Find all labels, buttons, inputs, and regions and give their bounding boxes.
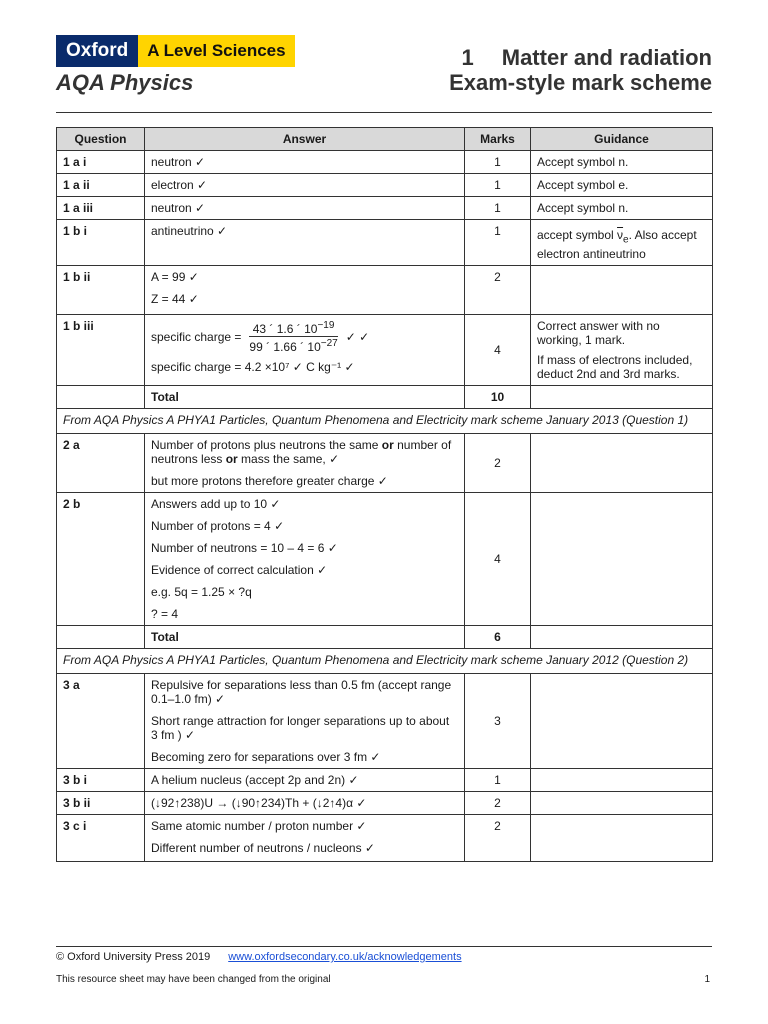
guidance-cell: Accept symbol n. <box>531 197 713 220</box>
answer-cell: electron ✓ <box>145 174 465 197</box>
marks-cell: 2 <box>465 815 531 862</box>
marks-cell: 4 <box>465 493 531 626</box>
specific-charge-fraction: $\frac{43 ´ 1.6 ´ 10^{-19}}{99 ´ 1.66 ´ 10^{-27}}$ <box>249 320 338 355</box>
table-row <box>57 769 713 792</box>
footer-copyright: © Oxford University Press 2019 www.oxfordsecondary.co.uk/acknowledgements <box>56 951 462 963</box>
guidance-cell: Accept symbol e. <box>531 174 713 197</box>
marks-cell: 1 <box>465 174 531 197</box>
table-row <box>57 266 713 315</box>
chapter-title: Matter and radiation <box>501 45 712 70</box>
answer-cell: A = 99 ✓ Z = 44 ✓ <box>145 266 465 315</box>
col-header-answer: Answer <box>145 128 465 151</box>
marks-cell: 2 <box>465 266 531 315</box>
marks-cell: 1 <box>465 769 531 792</box>
marks-cell: 1 <box>465 220 531 266</box>
guidance-cell: Correct answer with no working, 1 mark. If mass of electrons included, deduct 2nd and 3rd marks. <box>531 315 713 386</box>
page-number: 1 <box>704 974 710 985</box>
chapter-number: 1 <box>461 45 474 70</box>
question-cell: 2 a <box>57 434 145 493</box>
marks-cell: 3 <box>465 674 531 769</box>
source-row <box>57 409 713 434</box>
table-row <box>57 434 713 493</box>
guidance-cell <box>531 266 713 315</box>
answer-cell: Number of protons plus neutrons the same or number of neutrons less or mass the same, ✓ but more protons therefore greater charge ✓ <box>145 434 465 493</box>
table-header-row <box>57 128 713 151</box>
source-row <box>57 649 713 674</box>
publisher-logo <box>56 35 295 67</box>
guidance-cell <box>531 493 713 626</box>
col-header-question: Question <box>57 128 145 151</box>
answer-cell: A helium nucleus (accept 2p and 2n) ✓ <box>145 769 465 792</box>
answer-cell: (↓92↑238)U → (↓90↑234)Th + (↓2↑4)α ✓ <box>145 792 465 815</box>
table-row <box>57 815 713 862</box>
marks-cell: 2 <box>465 434 531 493</box>
question-cell: 1 b iii <box>57 315 145 386</box>
marks-cell: 2 <box>465 792 531 815</box>
mark-scheme-table <box>56 127 713 862</box>
guidance-cell <box>531 815 713 862</box>
acknowledgements-link[interactable]: www.oxfordsecondary.co.uk/acknowledgements <box>228 951 462 963</box>
answer-cell: neutron ✓ <box>145 151 465 174</box>
col-header-marks: Marks <box>465 128 531 151</box>
source-note: From AQA Physics A PHYA1 Particles, Quantum Phenomena and Electricity mark scheme January 2012 (Question 2) <box>57 649 713 674</box>
answer-cell: Answers add up to 10 ✓ Number of protons = 4 ✓ Number of neutrons = 10 – 4 = 6 ✓ Evidence of correct calculation ✓ e.g. 5q = 1.25 × ?q ? = 4 <box>145 493 465 626</box>
answer-cell: Repulsive for separations less than 0.5 fm (accept range 0.1–1.0 fm) ✓ Short range attraction for longer separations up to about 3 fm ) ✓ Becoming zero for separations over 3 fm ✓ <box>145 674 465 769</box>
question-cell: 1 a ii <box>57 174 145 197</box>
marks-cell: 1 <box>465 151 531 174</box>
table-row <box>57 674 713 769</box>
subject-title: AQA Physics <box>56 70 194 95</box>
table-row <box>57 792 713 815</box>
guidance-cell <box>531 674 713 769</box>
answer-cell: specific charge = $\frac{43 ´ 1.6 ´ 10^{-19}}{99 ´ 1.66 ´ 10^{-27}}$ ✓ ✓ specific charge = 4.2 ×10⁷ ✓ C kg⁻¹ ✓ <box>145 315 465 386</box>
guidance-cell: accept symbol $\overline{\nu}_e$. Also accept electron antineutrino <box>531 220 713 266</box>
total-marks: 6 <box>465 626 531 649</box>
question-cell: 2 b <box>57 493 145 626</box>
chapter-heading <box>462 45 713 71</box>
col-header-guidance: Guidance <box>531 128 713 151</box>
footer-note: This resource sheet may have been changed from the original <box>56 974 331 985</box>
guidance-cell <box>531 792 713 815</box>
marks-cell: 4 <box>465 315 531 386</box>
question-cell: 3 c i <box>57 815 145 862</box>
table-row <box>57 315 713 386</box>
answer-cell: antineutrino ✓ <box>145 220 465 266</box>
total-row <box>57 626 713 649</box>
table-row <box>57 220 713 266</box>
total-marks: 10 <box>465 386 531 409</box>
question-cell: 3 b ii <box>57 792 145 815</box>
question-cell: 3 b i <box>57 769 145 792</box>
logo-oxford: Oxford <box>56 35 138 67</box>
guidance-cell <box>531 434 713 493</box>
document-title: Exam-style mark scheme <box>449 70 712 95</box>
table-row <box>57 493 713 626</box>
total-label: Total <box>145 626 465 649</box>
table-row <box>57 151 713 174</box>
question-cell: 3 a <box>57 674 145 769</box>
question-cell: 1 b i <box>57 220 145 266</box>
footer-divider <box>56 946 712 947</box>
source-note: From AQA Physics A PHYA1 Particles, Quantum Phenomena and Electricity mark scheme January 2013 (Question 1) <box>57 409 713 434</box>
marks-cell: 1 <box>465 197 531 220</box>
question-cell: 1 a i <box>57 151 145 174</box>
answer-cell: neutron ✓ <box>145 197 465 220</box>
guidance-cell: Accept symbol n. <box>531 151 713 174</box>
question-cell: 1 b ii <box>57 266 145 315</box>
table-row <box>57 197 713 220</box>
total-row <box>57 386 713 409</box>
table-row <box>57 174 713 197</box>
antineutrino-symbol: $\overline{\nu}$ <box>617 228 624 242</box>
question-cell: 1 a iii <box>57 197 145 220</box>
total-label: Total <box>145 386 465 409</box>
logo-series: A Level Sciences <box>138 35 294 67</box>
guidance-cell <box>531 769 713 792</box>
answer-cell: Same atomic number / proton number ✓ Different number of neutrons / nucleons ✓ <box>145 815 465 862</box>
header-divider <box>56 112 712 113</box>
